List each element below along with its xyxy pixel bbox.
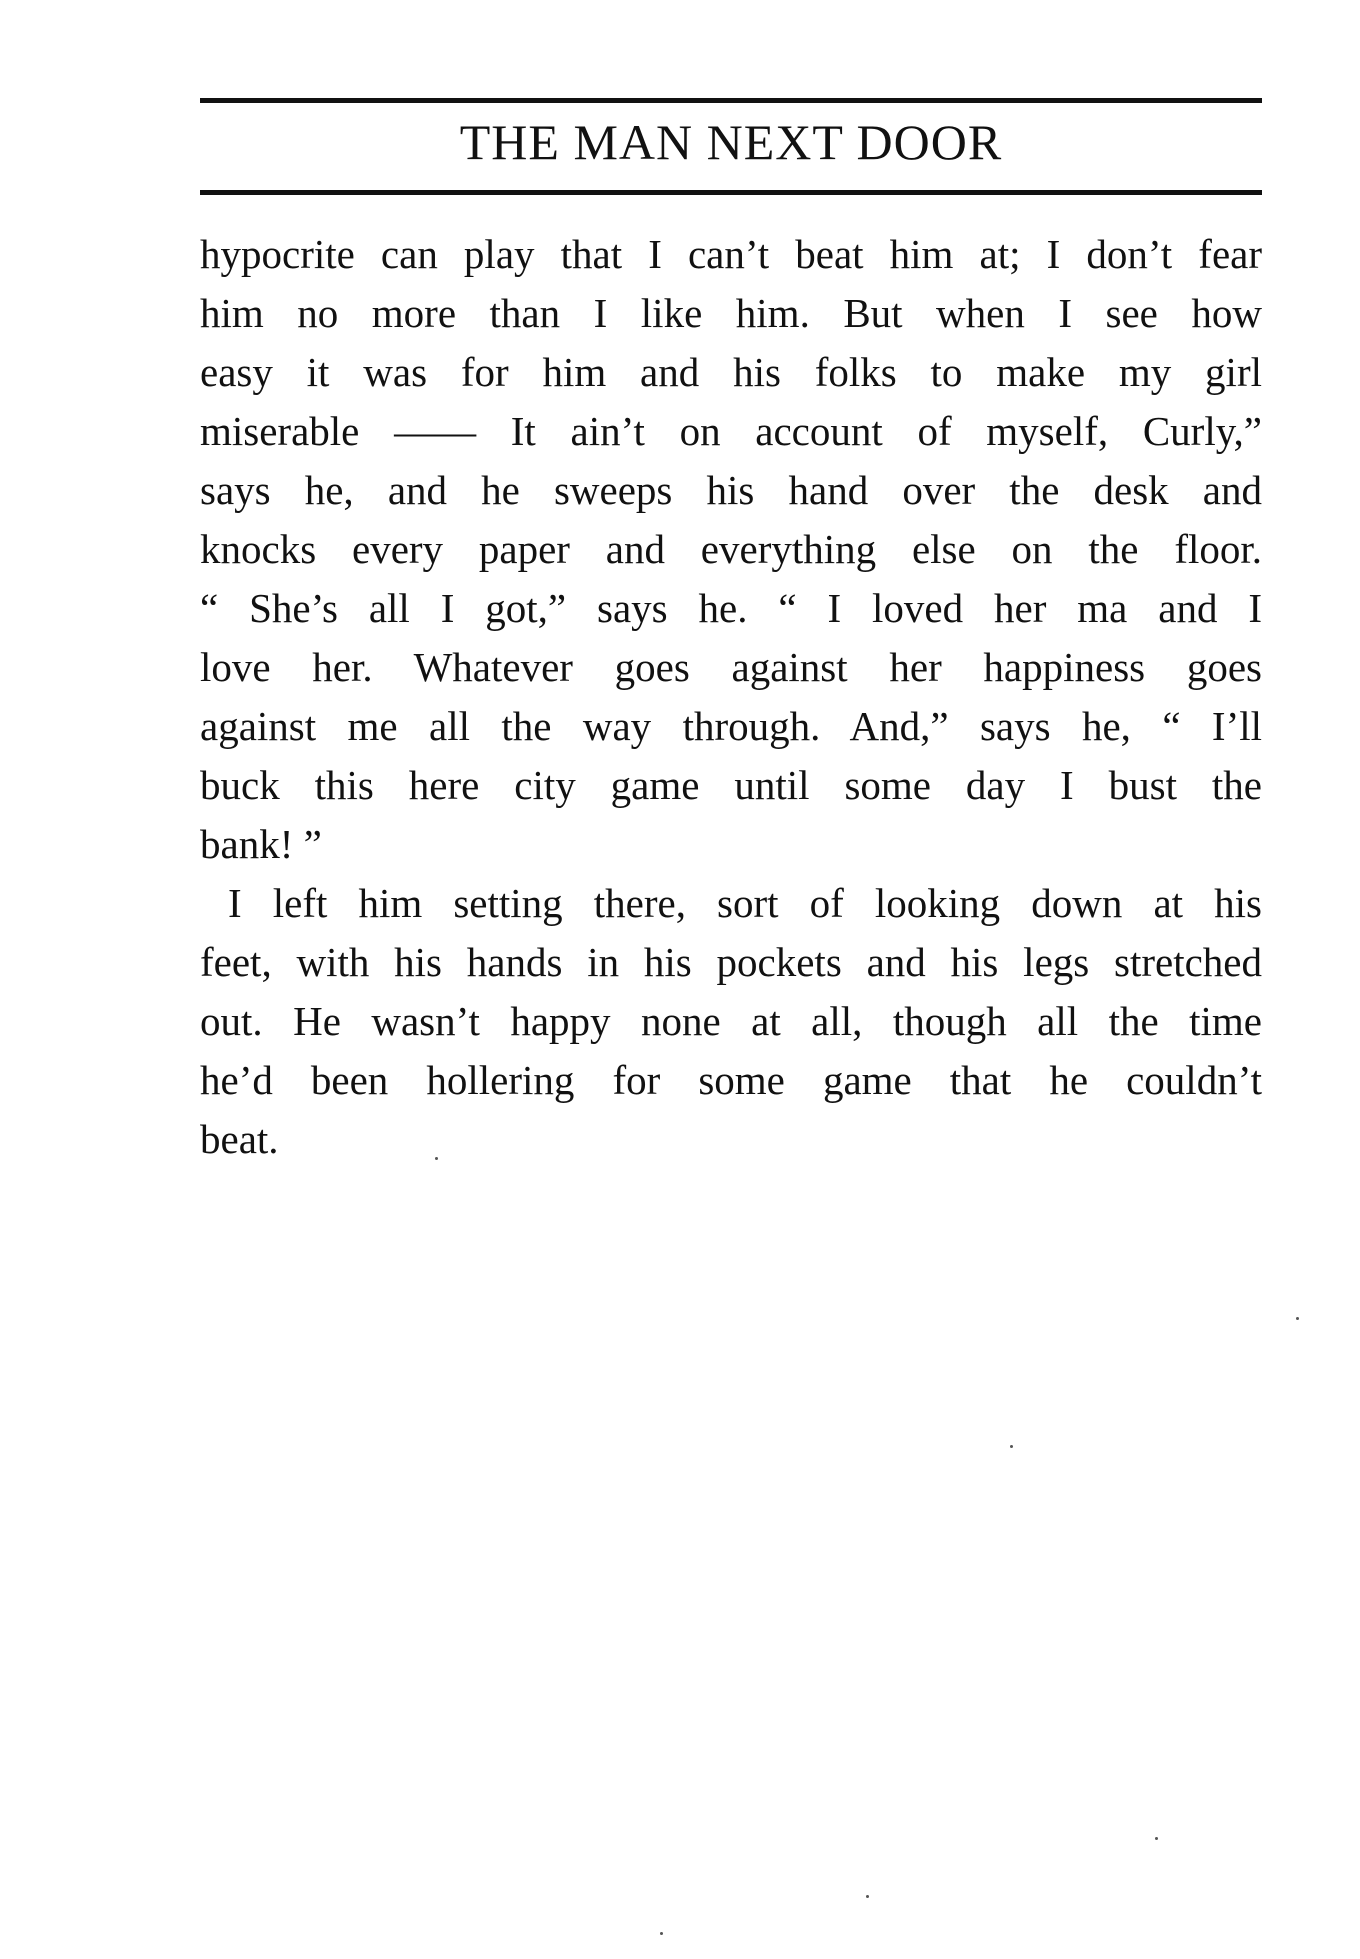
scan-speck bbox=[1010, 1445, 1013, 1448]
text-line: out. He wasn’t happy none at all, though all the time bbox=[200, 998, 1262, 1044]
scan-speck bbox=[1296, 1317, 1299, 1320]
scan-speck bbox=[660, 1932, 663, 1935]
text-line: says he, and he sweeps his hand over the desk and bbox=[200, 467, 1262, 513]
body-text bbox=[200, 225, 1262, 1169]
text-line: he’d been hollering for some game that he couldn’t bbox=[200, 1057, 1262, 1103]
text-line: hypocrite can play that I can’t beat him at; I don’t fear bbox=[200, 231, 1262, 277]
text-line: against me all the way through. And,” says he, “ I’ll bbox=[200, 703, 1262, 749]
text-line: bank! ” bbox=[200, 821, 322, 867]
scan-speck bbox=[435, 1157, 438, 1160]
text-line: miserable —— It ain’t on account of myself, Curly,” bbox=[200, 408, 1262, 454]
text-line: feet, with his hands in his pockets and his legs stretched bbox=[200, 939, 1262, 985]
header-rule-bottom bbox=[200, 190, 1262, 195]
text-line: him no more than I like him. But when I see how bbox=[200, 290, 1262, 336]
scan-speck bbox=[1155, 1837, 1158, 1840]
text-line: I left him setting there, sort of looking down at his bbox=[228, 880, 1262, 926]
text-line: buck this here city game until some day I bust the bbox=[200, 762, 1262, 808]
text-line: beat. bbox=[200, 1116, 279, 1162]
text-line: love her. Whatever goes against her happiness goes bbox=[200, 644, 1262, 690]
header-rule-top bbox=[200, 98, 1262, 103]
text-line: easy it was for him and his folks to make my girl bbox=[200, 349, 1262, 395]
text-line: “ She’s all I got,” says he. “ I loved her ma and I bbox=[200, 585, 1262, 631]
text-line: knocks every paper and everything else on the floor. bbox=[200, 526, 1262, 572]
running-title: THE MAN NEXT DOOR bbox=[459, 114, 1003, 170]
scan-speck bbox=[866, 1895, 869, 1898]
